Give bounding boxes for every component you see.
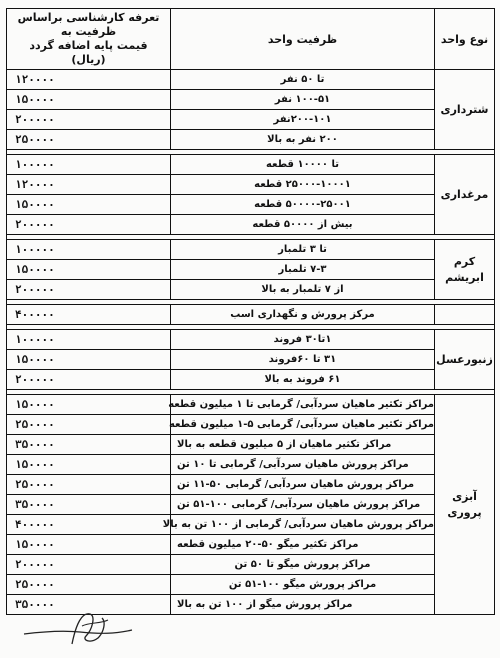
capacity-cell: مراکز تکثیر ماهیان سردآبی/ گرمابی تا ۱ میلیون قطعه	[171, 395, 435, 415]
capacity-cell: مرکز پرورش و نگهداری اسب	[171, 305, 435, 325]
header-fee-line2: قیمت پایه اضافه گردد (ریال)	[29, 39, 148, 66]
table-row	[7, 455, 495, 475]
capacity-cell: مراکز پرورش میگو تا ۵۰ تن	[171, 555, 435, 575]
fee-cell: ۲۰۰۰۰۰	[7, 280, 171, 300]
table-row	[7, 195, 495, 215]
unit-type-cell	[435, 155, 495, 235]
tariff-table	[6, 8, 495, 615]
capacity-cell: مراکز پرورش ماهیان سردآبی/ گرمابی از ۱۰۰ تن به بالا	[171, 515, 435, 535]
capacity-cell: ۷-۳ تلمبار	[171, 260, 435, 280]
capacity-cell: تا ۱۰۰۰۰ قطعه	[171, 155, 435, 175]
capacity-cell: مراکز پرورش ماهیان سردآبی/ گرمابی ۵۰-۱۱ تن	[171, 475, 435, 495]
unit-type-label: زنبورعسل	[436, 352, 493, 366]
unit-type-cell	[435, 70, 495, 150]
capacity-cell: تا ۵۰ نفر	[171, 70, 435, 90]
table-row	[7, 305, 495, 325]
fee-cell: ۱۵۰۰۰۰	[7, 260, 171, 280]
table-row	[7, 370, 495, 390]
fee-cell: ۱۵۰۰۰۰	[7, 395, 171, 415]
capacity-cell: ۱۰۰-۵۱ نفر	[171, 90, 435, 110]
capacity-cell: از ۷ تلمبار به بالا	[171, 280, 435, 300]
table-row	[7, 515, 495, 535]
unit-type-label: ابریشم	[445, 270, 484, 284]
fee-cell: ۳۵۰۰۰۰	[7, 495, 171, 515]
table-row	[7, 475, 495, 495]
fee-cell: ۲۰۰۰۰۰	[7, 370, 171, 390]
fee-cell: ۱۵۰۰۰۰	[7, 195, 171, 215]
unit-type-label: مرغداری	[440, 187, 489, 201]
header-capacity: ظرفیت واحد	[171, 9, 435, 70]
fee-cell: ۱۵۰۰۰۰	[7, 350, 171, 370]
unit-type-label: کرم	[453, 254, 476, 268]
table-row	[7, 70, 495, 90]
fee-cell: ۲۰۰۰۰۰	[7, 555, 171, 575]
table-row	[7, 155, 495, 175]
capacity-cell: بیش از ۵۰۰۰۰ قطعه	[171, 215, 435, 235]
fee-cell: ۱۵۰۰۰۰	[7, 90, 171, 110]
table-row	[7, 495, 495, 515]
table-row	[7, 260, 495, 280]
header-type: نوع واحد	[435, 9, 495, 70]
capacity-cell: مراکز پرورش ماهیان سردآبی/ گرمابی تا ۱۰ تن	[171, 455, 435, 475]
table-row	[7, 350, 495, 370]
table-row	[7, 330, 495, 350]
fee-cell: ۲۵۰۰۰۰	[7, 130, 171, 150]
fee-cell: ۱۰۰۰۰۰	[7, 240, 171, 260]
unit-type-label: شترداری	[440, 102, 489, 116]
fee-cell: ۳۵۰۰۰۰	[7, 595, 171, 615]
table-row	[7, 130, 495, 150]
unit-type-cell	[435, 395, 495, 615]
signature-image	[20, 604, 140, 652]
fee-cell: ۲۰۰۰۰۰	[7, 110, 171, 130]
fee-cell: ۱۵۰۰۰۰	[7, 455, 171, 475]
capacity-cell: مراکز تکثیر میگو ۵۰-۲۰ میلیون قطعه	[171, 535, 435, 555]
capacity-cell: ۳۱ تا ۶۰فروند	[171, 350, 435, 370]
table-row	[7, 90, 495, 110]
table-row	[7, 435, 495, 455]
fee-cell: ۳۵۰۰۰۰	[7, 435, 171, 455]
header-fee	[7, 9, 171, 70]
table-row	[7, 240, 495, 260]
capacity-cell: ۵۰۰۰۰-۲۵۰۰۱ قطعه	[171, 195, 435, 215]
capacity-cell: ۶۱ فروند به بالا	[171, 370, 435, 390]
unit-type-cell	[435, 240, 495, 300]
fee-cell: ۱۲۰۰۰۰	[7, 175, 171, 195]
capacity-cell: مراکز پرورش میگو ۱۰۰-۵۱ تن	[171, 575, 435, 595]
table-row	[7, 175, 495, 195]
unit-type-cell	[435, 305, 495, 325]
fee-cell: ۱۰۰۰۰۰	[7, 155, 171, 175]
capacity-cell: مراکز پرورش میگو از ۱۰۰ تن به بالا	[171, 595, 435, 615]
header-fee-line1: تعرفه کارشناسی براساس ظرفیت به	[17, 11, 160, 38]
table-row	[7, 555, 495, 575]
fee-cell: ۱۰۰۰۰۰	[7, 330, 171, 350]
capacity-cell: ۲۰۰ نفر به بالا	[171, 130, 435, 150]
table-row	[7, 280, 495, 300]
unit-type-label: آبزی	[452, 489, 477, 503]
fee-cell: ۱۲۰۰۰۰	[7, 70, 171, 90]
capacity-cell: ۲۵۰۰۰-۱۰۰۰۱ قطعه	[171, 175, 435, 195]
table-row	[7, 575, 495, 595]
capacity-cell: مراکز تکثیر ماهیان از ۵ میلیون قطعه به بالا	[171, 435, 435, 455]
table-row	[7, 395, 495, 415]
capacity-cell: مراکز تکثیر ماهیان سردآبی/ گرمابی ۵-۱ میلیون قطعه	[171, 415, 435, 435]
header-row	[7, 9, 495, 70]
fee-cell: ۱۵۰۰۰۰	[7, 535, 171, 555]
table-row	[7, 215, 495, 235]
capacity-cell: ۲۰۰-۱۰۱نفر	[171, 110, 435, 130]
fee-cell: ۲۵۰۰۰۰	[7, 415, 171, 435]
table-row	[7, 415, 495, 435]
fee-cell: ۲۰۰۰۰۰	[7, 215, 171, 235]
table-row	[7, 110, 495, 130]
fee-cell: ۲۵۰۰۰۰	[7, 575, 171, 595]
unit-type-label: پروری	[447, 505, 482, 519]
table-row	[7, 535, 495, 555]
unit-type-cell	[435, 330, 495, 390]
capacity-cell: مراکز پرورش ماهیان سردآبی/ گرمابی ۱۰۰-۵۱ تن	[171, 495, 435, 515]
capacity-cell: ۱تا۳۰ فروند	[171, 330, 435, 350]
fee-cell: ۴۰۰۰۰۰	[7, 515, 171, 535]
capacity-cell: تا ۳ تلمبار	[171, 240, 435, 260]
fee-cell: ۲۵۰۰۰۰	[7, 475, 171, 495]
fee-cell: ۴۰۰۰۰۰	[7, 305, 171, 325]
